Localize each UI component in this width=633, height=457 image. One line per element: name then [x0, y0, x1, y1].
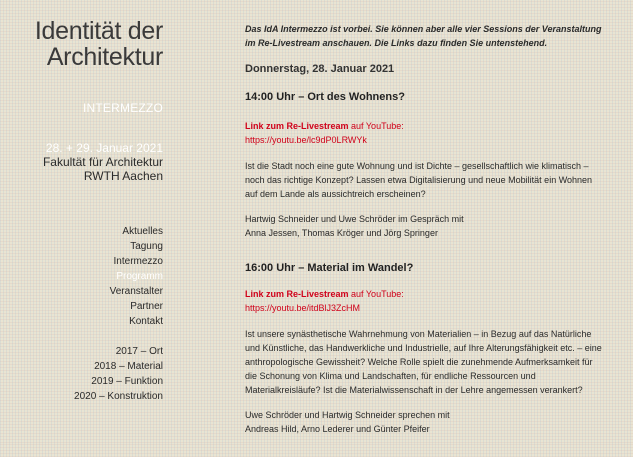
livestream-link-label[interactable]: Link zum Re-Livestream: [245, 121, 349, 131]
session-description: Ist die Stadt noch eine gute Wohnung und ist Dichte – gesellschaftlich wie klimatisch – noch das richtige Konzept? Lassen etwa Digitalisierung und neue Mobilität ein Wohnen auf dem Lande als aussichtreich erscheinen?: [245, 161, 593, 199]
youtube-link[interactable]: https://youtu.be/lc9dP0LRWYk: [245, 135, 367, 145]
livestream-link-label[interactable]: Link zum Re-Livestream: [245, 289, 349, 299]
nav-item-intermezzo[interactable]: Intermezzo: [113, 256, 163, 267]
archive-item-2019[interactable]: 2019 – Funktion: [91, 376, 163, 387]
event-city: RWTH Aachen: [83, 169, 163, 183]
speakers-line-1: Hartwig Schneider und Uwe Schröder im Gespräch mit: [245, 214, 464, 224]
livestream-platform: auf YouTube:: [348, 121, 404, 131]
session-title: 14:00 Uhr – Ort des Wohnens?: [245, 91, 405, 103]
event-dates: 28. + 29. Januar 2021: [45, 141, 163, 155]
archive-item-2018[interactable]: 2018 – Material: [94, 361, 163, 372]
main-nav: [110, 224, 163, 329]
session-speakers: [245, 212, 607, 240]
archive-item-2020[interactable]: 2020 – Konstruktion: [74, 391, 163, 402]
livestream-link-line: [245, 287, 607, 301]
livestream-link-line: [245, 119, 607, 133]
archive-nav: [74, 344, 163, 404]
site-title[interactable]: Identität der Architektur: [34, 17, 163, 71]
session-1: [245, 90, 607, 240]
session-speakers: [245, 408, 607, 436]
nav-item-aktuelles[interactable]: Aktuelles: [122, 226, 163, 237]
day-heading: Donnerstag, 28. Januar 2021: [245, 63, 395, 75]
youtube-link[interactable]: https://youtu.be/itdBlJ3ZcHM: [245, 303, 361, 313]
livestream-platform: auf YouTube:: [348, 289, 404, 299]
sidebar: [0, 0, 163, 443]
session-2: [245, 261, 607, 436]
section-label: INTERMEZZO: [83, 101, 163, 115]
archive-item-2017[interactable]: 2017 – Ort: [115, 346, 163, 357]
nav-item-tagung[interactable]: Tagung: [130, 241, 163, 252]
session-title: 16:00 Uhr – Material im Wandel?: [245, 262, 414, 274]
notice-text: Das IdA Intermezzo ist vorbei. Sie können aber alle vier Sessions der Veranstaltung im Re-Livestream anschauen. Die Links dazu finden Sie untenstehend.: [245, 24, 602, 48]
nav-item-kontakt[interactable]: Kontakt: [129, 316, 163, 327]
event-venue: Fakultät für Architektur: [42, 155, 163, 169]
session-description: Ist unsere synästhetische Wahrnehmung von Materialien – in Bezug auf das Natürliche und Künstliche, das Handwerkliche und Industrielle, auf Ihre Alterungsfähigkeit etc. – eine anthropologische Gewissheit? Welche Rolle spielt die zunehmende Aufmerksamkeit für die Schonung von Klima und Landschaften, für endliche Ressourcen und Materialkreisläufe? Ist die Materialwissenschaft in der Lehre angemessen verankert?: [245, 329, 602, 395]
nav-item-veranstalter[interactable]: Veranstalter: [109, 286, 163, 297]
speakers-line-1: Uwe Schröder und Hartwig Schneider sprechen mit: [245, 410, 450, 420]
main-content: [245, 22, 607, 457]
nav-item-partner[interactable]: Partner: [130, 301, 163, 312]
speakers-line-2: Anna Jessen, Thomas Kröger und Jörg Springer: [245, 228, 438, 238]
nav-item-programm[interactable]: Programm: [116, 271, 163, 282]
speakers-line-2: Andreas Hild, Arno Lederer und Günter Pfeifer: [245, 424, 430, 434]
